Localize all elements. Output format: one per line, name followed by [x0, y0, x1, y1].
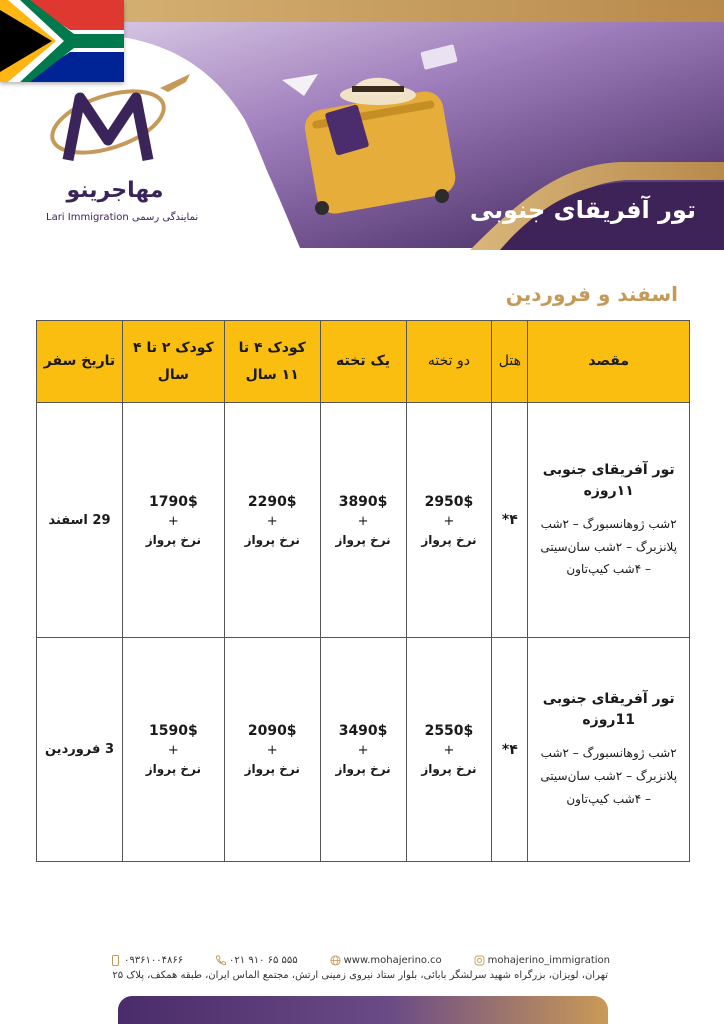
- destination-route: ۲شب ژوهانسبورگ – ۲شب پلانزبرگ – ۲شب سان‌سیتی – ۴شب کیپ‌تاون: [540, 516, 678, 577]
- destination-cell: [528, 638, 690, 862]
- child-2-4-price-cell: [122, 638, 224, 862]
- destination-cell: [528, 403, 690, 638]
- flight-fare-label: نرخ پرواز: [244, 532, 300, 547]
- plus-sign: +: [443, 743, 455, 758]
- table-row: [37, 403, 690, 638]
- plus-sign: +: [357, 513, 369, 529]
- mobile-number: ۰۹۳۶۱۰۰۴۸۶۶: [124, 954, 184, 966]
- logo-subtitle: Lari Immigration نمایندگی رسمی: [46, 212, 199, 223]
- double-price-cell: [406, 638, 492, 862]
- hotel-rating: ۴*: [501, 512, 518, 528]
- logo-mark-icon: [40, 70, 210, 180]
- price-value: 2550$: [424, 723, 474, 739]
- footer-address: تهران، لویزان، بزرگراه شهید سرلشگر بابائی، بلوار ستاد نیروی زمینی ارتش، مجتمع الماس ایران، طبقه همکف، پلاک ۲۵: [112, 970, 608, 981]
- header-date: تاریخ سفر: [37, 321, 123, 403]
- logo-name: مهاجرینو: [66, 178, 164, 203]
- plus-sign: +: [443, 513, 455, 529]
- flight-fare-label: نرخ پرواز: [145, 762, 201, 776]
- phone-number: ۰۲۱ ۹۱۰ ۶۵ ۵۵۵: [229, 954, 298, 966]
- header-hotel: هتل: [492, 321, 528, 403]
- plus-sign: +: [167, 513, 179, 529]
- south-africa-flag: [0, 0, 124, 82]
- header-child-2-4: کودک ۲ تا ۴ سال: [122, 321, 224, 403]
- table-header-row: [37, 321, 690, 403]
- travel-date: 3 فروردین: [44, 742, 114, 757]
- globe-icon: [330, 955, 341, 966]
- company-logo: [40, 70, 210, 230]
- instagram-icon: [474, 955, 485, 966]
- header-single: یک تخته: [320, 321, 406, 403]
- footer-decorative-bar: [118, 996, 608, 1024]
- flight-fare-label: نرخ پرواز: [244, 762, 300, 776]
- table-row: [37, 638, 690, 862]
- price-value: 2950$: [424, 493, 474, 510]
- flight-fare-label: نرخ پرواز: [335, 762, 391, 776]
- header-banner: [0, 0, 724, 250]
- header-child-4-11: کودک ۴ تا ۱۱ سال: [224, 321, 320, 403]
- single-price-cell: [320, 638, 406, 862]
- instagram-handle: mohajerino_immigration: [487, 954, 610, 966]
- website-link: www.mohajerino.co: [343, 954, 442, 966]
- destination-title: تور آفریقای جنوبی: [542, 461, 675, 478]
- flight-fare-label: نرخ پرواز: [335, 532, 391, 547]
- destination-duration: 11روزه: [582, 712, 635, 729]
- season-subtitle: اسفند و فروردین: [505, 282, 678, 306]
- travel-date: 29 اسفند: [48, 512, 111, 528]
- date-cell: [37, 403, 123, 638]
- plus-sign: +: [266, 513, 278, 529]
- mobile-phone-icon: [110, 955, 121, 966]
- destination-title: تور آفریقای جنوبی: [542, 691, 675, 708]
- price-value: 3490$: [338, 723, 388, 739]
- flight-fare-label: نرخ پرواز: [421, 532, 477, 547]
- price-value: 2290$: [247, 493, 297, 510]
- phone-icon: [215, 955, 226, 966]
- instagram-contact[interactable]: [474, 955, 610, 966]
- plus-sign: +: [266, 743, 278, 758]
- price-value: 3890$: [338, 493, 388, 510]
- plus-sign: +: [357, 743, 369, 758]
- plus-sign: +: [167, 743, 179, 758]
- price-value: 1790$: [149, 493, 198, 510]
- hotel-rating: ۴*: [501, 741, 518, 758]
- header-double: دو تخته: [406, 321, 492, 403]
- hotel-cell: [492, 638, 528, 862]
- single-price-cell: [320, 403, 406, 638]
- child-4-11-price-cell: [224, 638, 320, 862]
- child-4-11-price-cell: [224, 403, 320, 638]
- flight-fare-label: نرخ پرواز: [421, 762, 477, 776]
- child-2-4-price-cell: [122, 403, 224, 638]
- price-table: [36, 320, 690, 862]
- destination-route: ۲شب ژوهانسبورگ – ۲شب پلانزبرگ – ۲شب سان‌سیتی – ۴شب کیپ‌تاون: [540, 746, 678, 806]
- mobile-contact[interactable]: [110, 955, 183, 966]
- website-contact[interactable]: [330, 955, 442, 966]
- phone-contact[interactable]: [215, 955, 298, 966]
- footer-contacts: [110, 951, 610, 969]
- price-value: 1590$: [149, 723, 198, 739]
- date-cell: [37, 638, 123, 862]
- tour-title: تور آفریقای جنوبی: [469, 196, 696, 224]
- double-price-cell: [406, 403, 492, 638]
- header-destination: مقصد: [528, 321, 690, 403]
- flight-fare-label: نرخ پرواز: [145, 532, 201, 547]
- price-value: 2090$: [247, 723, 297, 739]
- hotel-cell: [492, 403, 528, 638]
- destination-duration: ۱۱روزه: [583, 482, 634, 499]
